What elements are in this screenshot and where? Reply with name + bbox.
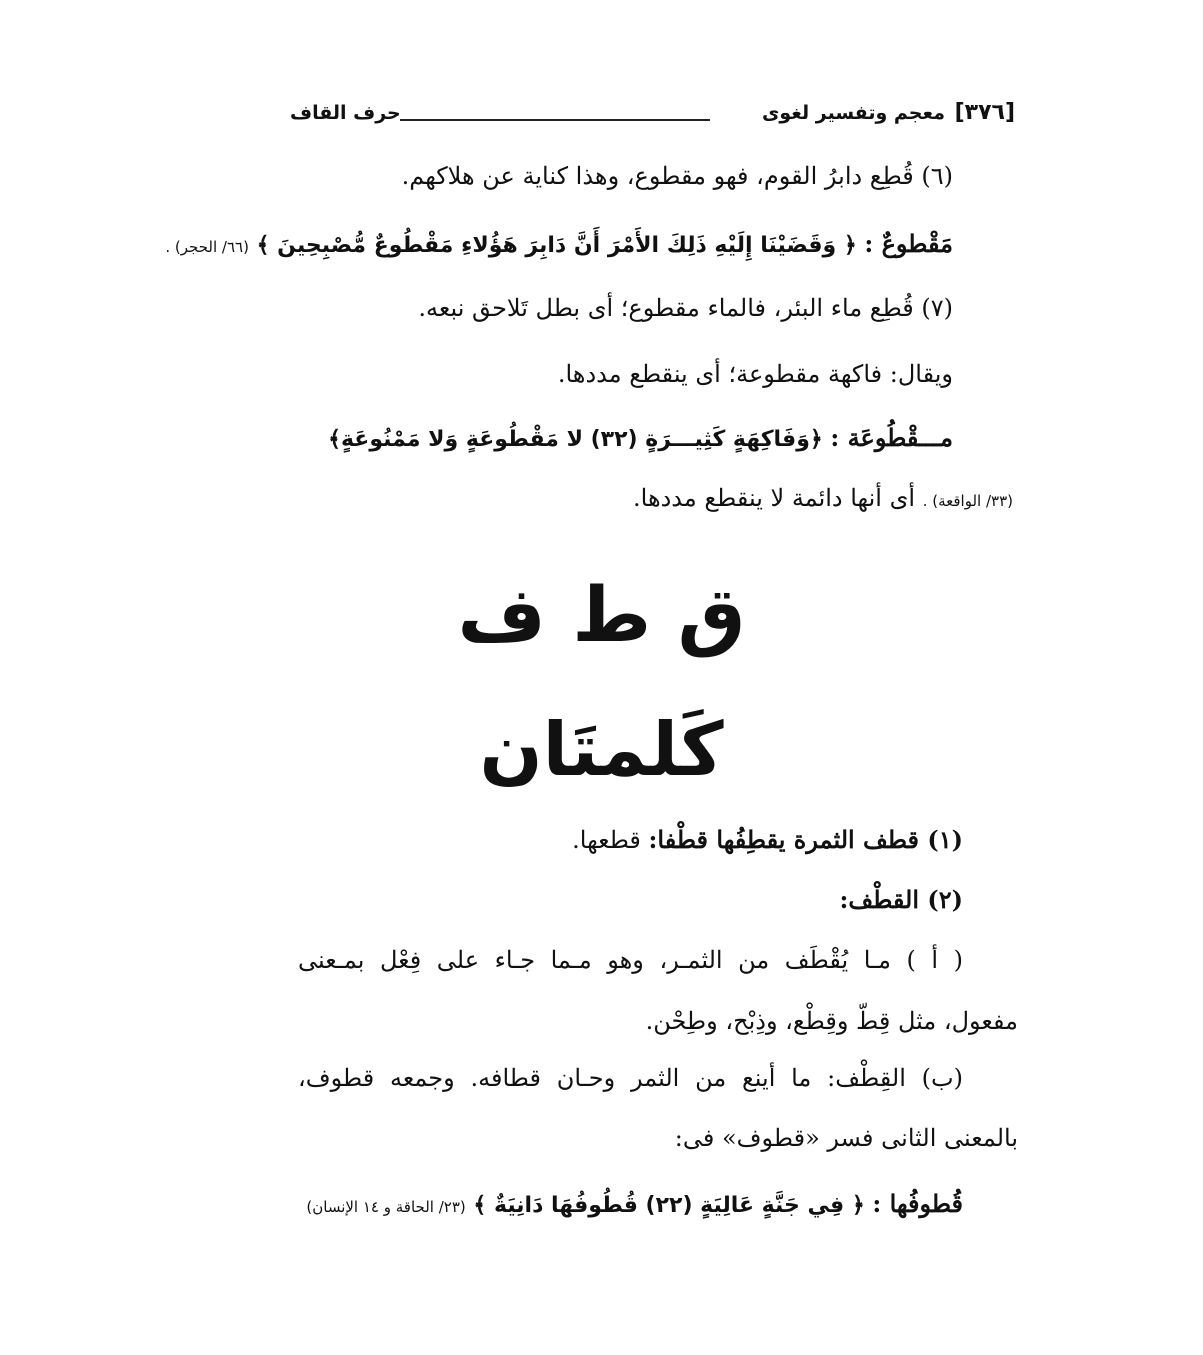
quran-citation-qutoof xyxy=(306,1186,963,1225)
entry-line-6 xyxy=(402,158,953,194)
entry-6-text: (٦) قُطِع دابرُ القوم، فهو مقطوع، وهذا كناية عن هلاكهم. xyxy=(401,162,953,190)
quran-verse: ﴿ وَقَضَيْنَا إِلَيْهِ ذَلِكَ الأَمْرَ أَنَّ دَابِرَ هَؤُلاءِ مَقْطُوعٌ مُّصْبِحِينَ ﴾ xyxy=(256,233,857,258)
verse-reference: (٦٦/ الحجر) . xyxy=(165,238,249,256)
quran-citation-maqtou xyxy=(165,226,953,265)
quran-verse: ﴿وَفَاكِهَةٍ كَثِيـــرَةٍ (٣٢) لا مَقْطُوعَةٍ وَلا مَمْنُوعَةٍ﴾ xyxy=(328,427,823,452)
entry-2-headword: (٢) القطْف: xyxy=(839,885,963,914)
entry-7-text: (٧) قُطِع ماء البئر، فالماء مقطوع؛ أى بطل تَلاحق نبعه. xyxy=(418,294,953,322)
root-heading: ق ط ف xyxy=(457,570,746,659)
entry-1-text: قطعها. xyxy=(572,826,641,854)
entry-line-yuqal xyxy=(558,356,953,392)
entry-line-7 xyxy=(418,290,953,326)
entry-1 xyxy=(572,822,963,858)
quran-verse: ﴿ فِي جَنَّةٍ عَالِيَةٍ (٢٢) قُطُوفُهَا دَانِيَةٌ ﴾ xyxy=(473,1193,865,1218)
entry-2 xyxy=(840,882,963,918)
entry-2a-line-2: مفعول، مثل قِطّ وقِطْع، وذِبْح، وطِحْن. xyxy=(645,1007,1018,1035)
quran-citation-maqtoua xyxy=(328,420,953,458)
book-title: معجم وتفسير لغوى xyxy=(761,102,945,124)
section-name: حرف القاف xyxy=(290,102,401,124)
running-header xyxy=(290,100,1015,130)
entry-2b-line-1: (ب) القِطْف: ما أينع من الثمر وحـان قطافه. وجمعه قطوف، xyxy=(298,1064,963,1092)
verse-reference: (٢٣/ الحاقة و ١٤ الإنسان) xyxy=(306,1198,466,1216)
headword-maqtou: مَقْطوعٌ : xyxy=(864,229,953,258)
entry-2a-line-1: ( أ ) مـا يُقْطَف من الثمـر، وهو مـما جـاء على فِعْل بمـعنى xyxy=(298,946,963,974)
root-subtitle: كَلمتَان xyxy=(479,707,724,793)
entry-1-headword: (١) قطف الثمرة يقطِفُها قطْفا: xyxy=(648,825,963,854)
entry-2b-line-2: بالمعنى الثانى فسر «قطوف» فى: xyxy=(674,1124,1018,1152)
page-number: [٣٧٦] xyxy=(954,100,1015,125)
headword-maqtoua: مـــقْطُوعَة : xyxy=(830,423,953,452)
headword-qutoof: قُطوفُها : xyxy=(872,1189,963,1218)
verse-reference: (٣٣/ الواقعة) . xyxy=(922,492,1013,510)
explanation-text: أى أنها دائمة لا ينقطع مددها. xyxy=(633,484,916,512)
yuqal-text: ويقال: فاكهة مقطوعة؛ أى ينقطع مددها. xyxy=(557,360,953,388)
header-rule xyxy=(400,119,710,121)
explanation-line xyxy=(633,480,1013,519)
